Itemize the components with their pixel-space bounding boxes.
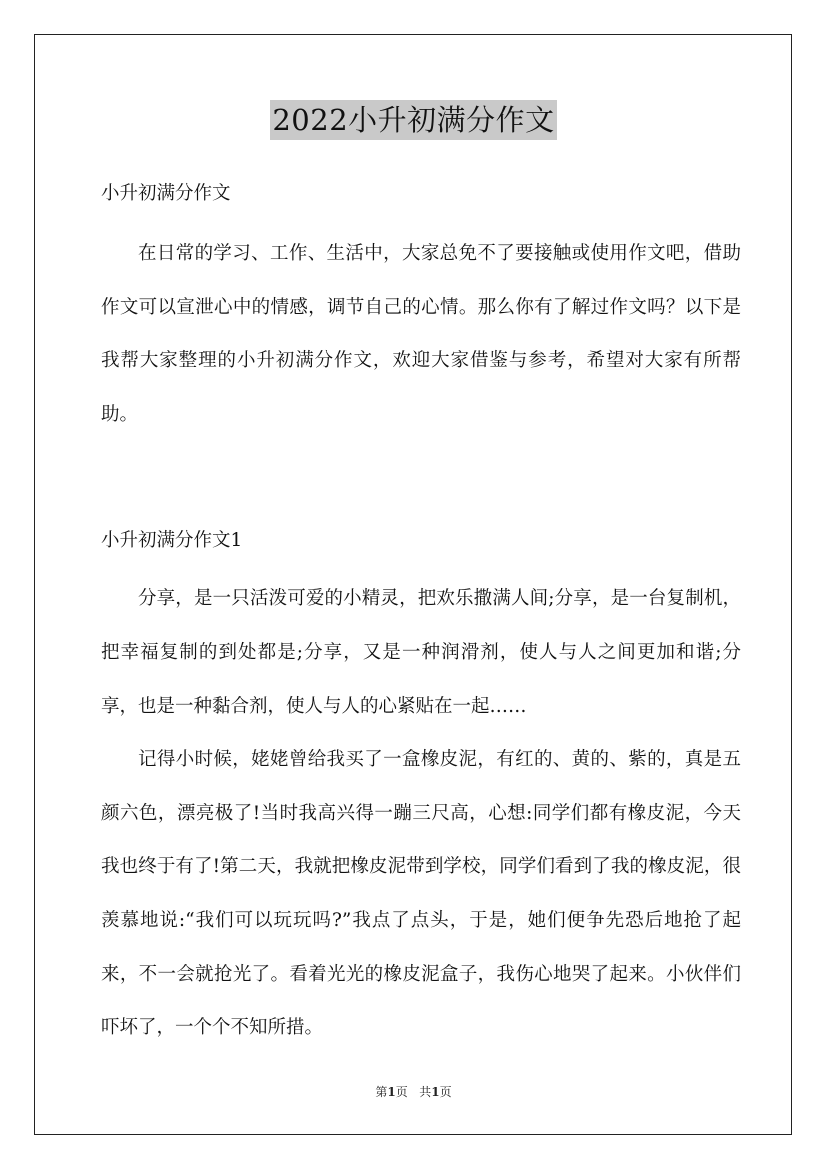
- essay-1-paragraph-1: 分享，是一只活泼可爱的小精灵，把欢乐撒满人间;分享，是一台复制机，把幸福复制的到处都是;分享，又是一种润滑剂，使人与人之间更加和谐;分享，也是一种黏合剂，使人与人的心紧贴在一起……: [101, 588, 741, 717]
- document-body: [101, 174, 741, 1055]
- footer-page-number: 1: [387, 1085, 396, 1099]
- footer-total-suffix: 页: [439, 1085, 452, 1099]
- footer-page-prefix: 第: [375, 1085, 388, 1099]
- footer-page-suffix: 页: [395, 1085, 408, 1099]
- document-title-container: [0, 100, 827, 140]
- footer-total-prefix: 共: [419, 1085, 432, 1099]
- section-heading-intro: 小升初满分作文: [101, 183, 231, 204]
- page-footer: [0, 1083, 827, 1100]
- footer-total-number: 1: [431, 1085, 440, 1099]
- section-heading-essay-1: 小升初满分作文1: [101, 530, 243, 552]
- document-title: 2022小升初满分作文: [270, 100, 556, 140]
- intro-paragraph: 在日常的学习、工作、生活中，大家总免不了要接触或使用作文吧，借助作文可以宣泄心中的情感，调节自己的心情。那么你有了解过作文吗？以下是我帮大家整理的小升初满分作文，欢迎大家借鉴与参考，希望对大家有所帮助。: [101, 243, 741, 425]
- essay-1-paragraph-2: 记得小时候，姥姥曾给我买了一盒橡皮泥，有红的、黄的、紫的，真是五颜六色，漂亮极了!当时我高兴得一蹦三尺高，心想:同学们都有橡皮泥，今天我也终于有了!第二天，我就把橡皮泥带到学校，同学们看到了我的橡皮泥，很羡慕地说:“我们可以玩玩吗?”我点了点头，于是，她们便争先恐后地抢了起来，不一会就抢光了。看着光光的橡皮泥盒子，我伤心地哭了起来。小伙伴们吓坏了，一个个不知所措。: [101, 749, 741, 1039]
